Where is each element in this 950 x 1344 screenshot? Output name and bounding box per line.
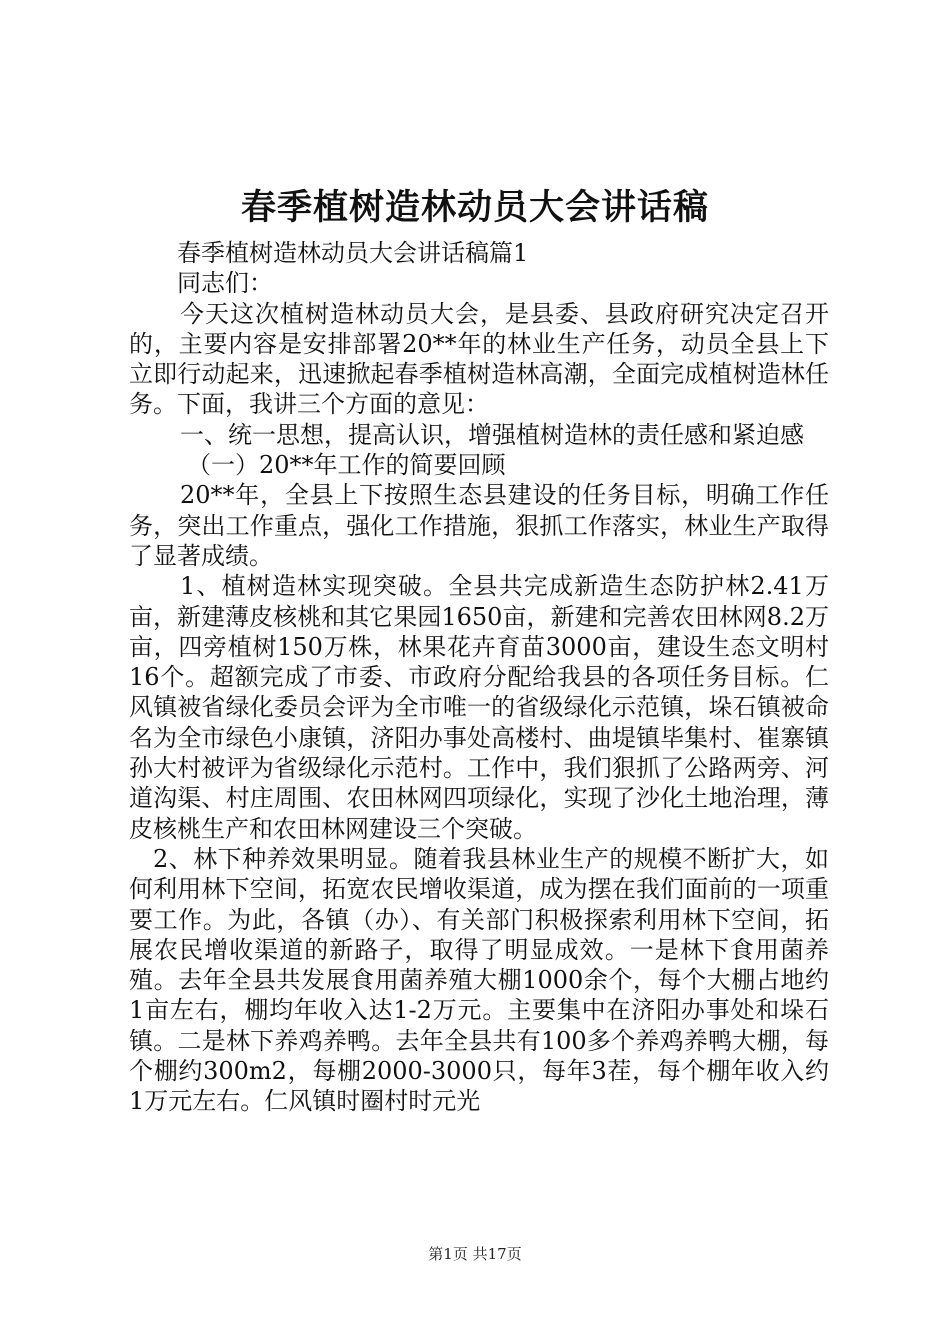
heading-level-2: （一）20**年工作的简要回顾	[187, 451, 506, 480]
heading-level-1: 一、统一思想，提高认识，增强植树造林的责任感和紧迫感	[180, 420, 804, 449]
document-title: 春季植树造林动员大会讲话稿	[240, 187, 709, 228]
paragraph-intro: 今天这次植树造林动员大会，是县委、县政府研究决定召开的，主要内容是安排部署20**年的林业生产任务，动员全县上下立即行动起来，迅速掀起春季植树造林高潮，全面完成植树造林任务。下面，我讲三个方面的意见：	[129, 299, 829, 419]
paragraph-item-2: 2、林下种养效果明显。随着我县林业生产的规模不断扩大，如何利用林下空间，拓宽农民增收渠道，成为摆在我们面前的一项重要工作。为此，各镇（办）、有关部门积极探索利用林下空间，拓展农民增收渠道的新路子，取得了明显成效。一是林下食用菌养殖。去年全县共发展食用菌养殖大棚1000余个，每个大棚占地约1亩左右，棚均年收入达1-2万元。主要集中在济阳办事处和垛石镇。二是林下养鸡养鸭。去年全县共有100多个养鸡养鸭大棚，每个棚约300m2，每棚2000-3000只，每年3茬，每个棚年收入约1万元左右。仁风镇时圈村时元光	[129, 844, 829, 1116]
salutation: 同志们：	[177, 269, 273, 298]
document-body	[129, 238, 829, 1117]
paragraph-review: 20**年，全县上下按照生态县建设的任务目标，明确工作任务，突出工作重点，强化工作措施，狠抓工作落实，林业生产取得了显著成绩。	[129, 481, 829, 570]
paragraph-item-1: 1、植树造林实现突破。全县共完成新造生态防护林2.41万亩，新建薄皮核桃和其它果园1650亩，新建和完善农田林网8.2万亩，四旁植树150万株，林果花卉育苗3000亩，建设生态文明村16个。超额完成了市委、市政府分配给我县的各项任务目标。仁风镇被省绿化委员会评为全市唯一的省级绿化示范镇，垛石镇被命名为全市绿色小康镇，济阳办事处高楼村、曲堤镇毕集村、崔寨镇孙大村被评为省级绿化示范村。工作中，我们狠抓了公路两旁、河道沟渠、村庄周围、农田林网四项绿化，实现了沙化土地治理，薄皮核桃生产和农田林网建设三个突破。	[129, 572, 829, 843]
page-footer: 第1页 共17页	[428, 1245, 522, 1263]
section-heading: 春季植树造林动员大会讲话稿篇1	[177, 239, 529, 267]
